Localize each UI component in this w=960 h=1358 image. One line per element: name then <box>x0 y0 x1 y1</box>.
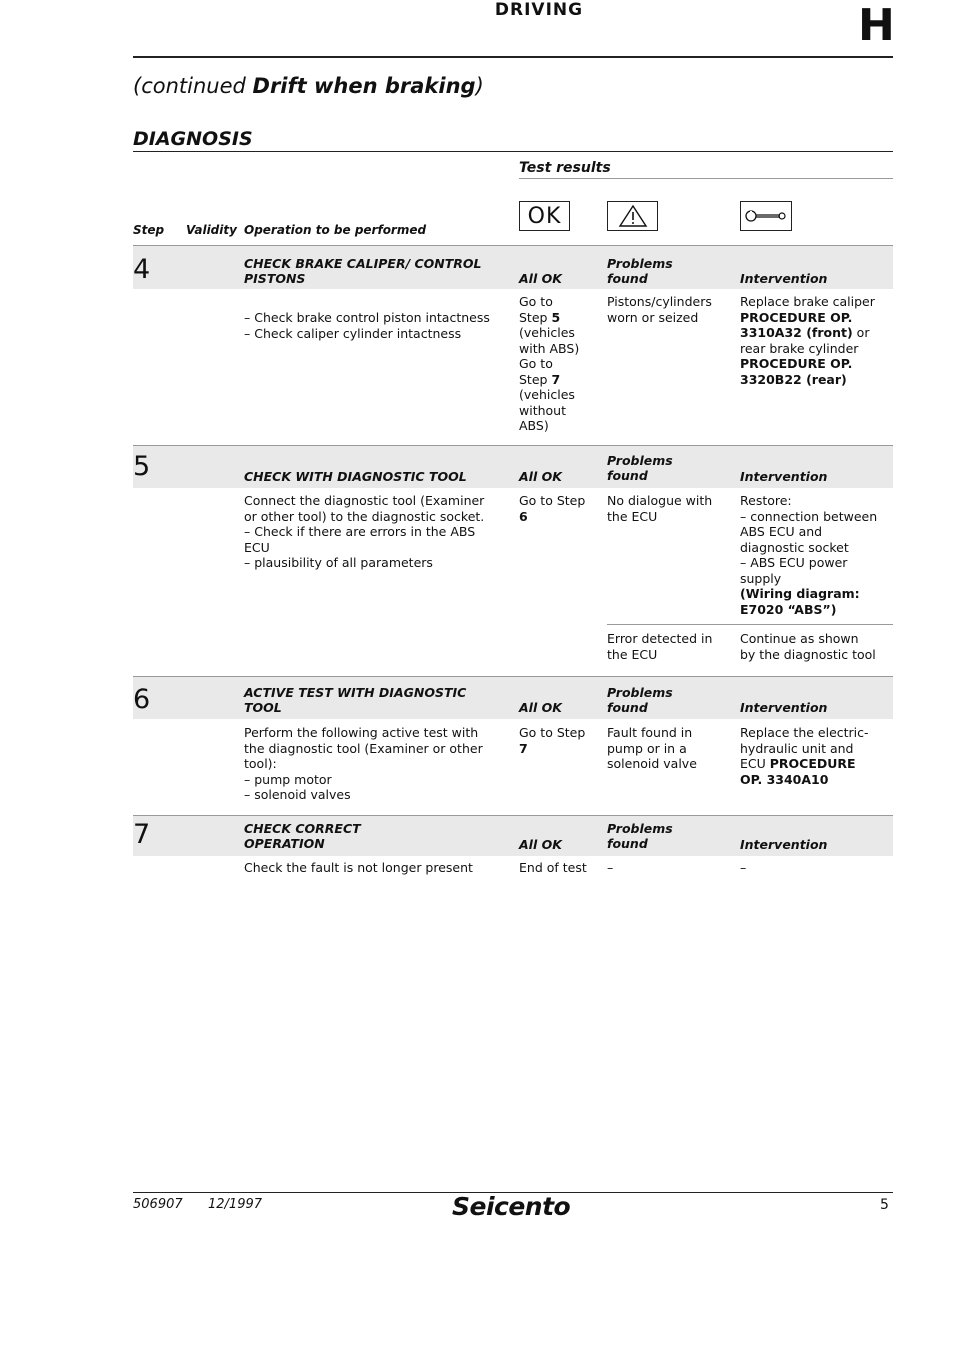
col-step: Step <box>133 223 165 237</box>
doc-date: 12/1997 <box>208 1197 263 1212</box>
step-6-problems: Problems found <box>607 685 673 715</box>
step-4-intervention-text: Replace brake caliper PROCEDURE OP. 3310A32 (front) or rear brake cylinder PROCEDURE OP. 3320B22 (rear) <box>740 294 875 387</box>
test-results-label: Test results <box>519 160 611 176</box>
step-6-operation: Perform the following active test with the diagnostic tool (Examiner or other tool): – pump motor – solenoid valves <box>244 725 483 802</box>
header-rule <box>133 56 893 58</box>
col-operation: Operation to be performed <box>244 223 427 237</box>
step-7-operation: Check the fault is not longer present <box>244 860 473 875</box>
step-5-number: 5 <box>133 451 151 482</box>
step-6-intervention: Intervention <box>740 700 828 715</box>
wrench-icon <box>740 201 792 231</box>
step-7-intervention: Intervention <box>740 837 828 852</box>
section-letter: H <box>858 0 895 51</box>
step-6-problem-text: Fault found in pump or in a solenoid valve <box>607 725 697 771</box>
step-6-intervention-text: Replace the electric- hydraulic unit and ECU PROCEDURE OP. 3340A10 <box>740 725 869 787</box>
section-title: DIAGNOSIS <box>133 128 253 150</box>
step-6-ok-result: Go to Step 7 <box>519 725 586 756</box>
step-5-intervention-text: Restore: – connection between ABS ECU and diagnostic socket – ABS ECU power supply (Wiring diagram: E7020 “ABS”) <box>740 493 878 617</box>
step-4-ok-result: Go to Step 5 (vehicles with ABS) Go to Step 7 (vehicles without ABS) <box>519 294 580 433</box>
step-4-all-ok: All OK <box>519 271 562 286</box>
step-7-all-ok: All OK <box>519 837 562 852</box>
doc-number: 506907 <box>133 1197 183 1212</box>
step-7-problem-text: – <box>607 860 614 875</box>
step-5-all-ok: All OK <box>519 469 562 484</box>
page-subtitle: (continued Drift when braking) <box>133 74 484 98</box>
step-4-number: 4 <box>133 254 151 285</box>
step-7-title: CHECK CORRECT OPERATION <box>244 821 361 851</box>
step-7-ok-result: End of test <box>519 860 587 875</box>
step-5-intervention-text-2: Continue as shown by the diagnostic tool <box>740 631 876 662</box>
step-4-problems: Problems found <box>607 256 673 286</box>
ok-icon: OK <box>519 201 570 231</box>
step-7-problems: Problems found <box>607 821 673 851</box>
section-header: DRIVING <box>494 0 584 20</box>
step-5-problem-text: No dialogue with the ECU <box>607 493 713 524</box>
step-5-sub-rule <box>607 624 893 625</box>
step-5-intervention: Intervention <box>740 469 828 484</box>
step-5-title: CHECK WITH DIAGNOSTIC TOOL <box>244 469 467 484</box>
brand-logo: Seicento <box>452 1192 571 1221</box>
step-7-number: 7 <box>133 819 151 850</box>
step-4-title: CHECK BRAKE CALIPER/ CONTROL PISTONS <box>244 256 482 286</box>
step-7-intervention-text: – <box>740 860 747 875</box>
section-rule <box>133 151 893 152</box>
step-5-problems: Problems found <box>607 453 673 483</box>
test-results-rule <box>519 178 893 179</box>
warning-triangle-icon <box>607 201 658 231</box>
step-5-operation: Connect the diagnostic tool (Examiner or other tool) to the diagnostic socket. – Check if there are errors in the ABS ECU – plausibility of all parameters <box>244 493 485 570</box>
step-4-intervention: Intervention <box>740 271 828 286</box>
step-5-problem-text-2: Error detected in the ECU <box>607 631 713 662</box>
step-6-number: 6 <box>133 684 151 715</box>
col-validity: Validity <box>186 223 237 237</box>
step-6-title: ACTIVE TEST WITH DIAGNOSTIC TOOL <box>244 685 467 715</box>
step-5-ok-result: Go to Step 6 <box>519 493 586 524</box>
step-4-operation: – Check brake control piston intactness – Check caliper cylinder intactness <box>244 310 490 341</box>
step-4-problem-text: Pistons/cylinders worn or seized <box>607 294 712 325</box>
page-number: 5 <box>880 1197 889 1213</box>
step-6-all-ok: All OK <box>519 700 562 715</box>
